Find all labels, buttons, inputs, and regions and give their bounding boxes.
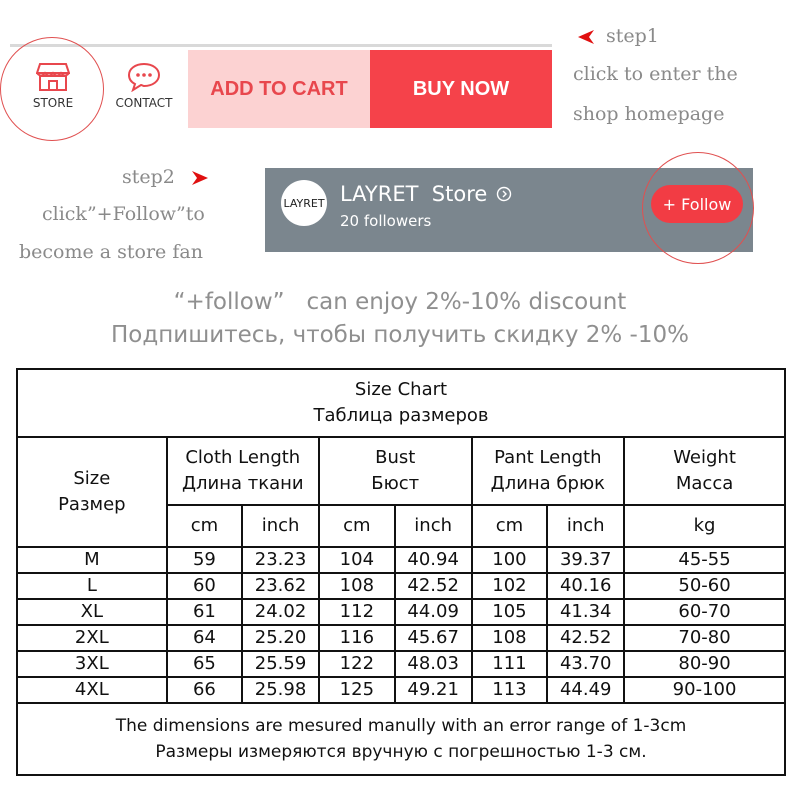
value-cell: 50-60 <box>624 573 785 599</box>
unit-header: kg <box>624 505 785 547</box>
step2-text-line2: become a store fan <box>19 241 203 263</box>
unit-header: cm <box>167 505 243 547</box>
contact-button[interactable] <box>100 50 188 128</box>
step1-label: step1 <box>606 25 659 47</box>
size-chart-table <box>16 368 786 776</box>
group-header-en: Bust <box>375 447 416 468</box>
promo-text-ru: Подпишитесь, чтобы получить скидку 2% -10% <box>111 322 689 348</box>
group-header-cloth-length <box>167 437 319 505</box>
group-header-ru: Масса <box>675 473 734 494</box>
value-cell: 122 <box>319 651 395 677</box>
add-to-cart-button[interactable]: ADD TO CART <box>188 50 370 128</box>
value-cell: 45.67 <box>395 625 472 651</box>
value-cell: 42.52 <box>547 625 624 651</box>
size-cell: 4XL <box>17 677 167 703</box>
size-cell: XL <box>17 599 167 625</box>
value-cell: 42.52 <box>395 573 472 599</box>
value-cell: 90-100 <box>624 677 785 703</box>
group-header-weight <box>624 437 785 505</box>
arrow-left-icon <box>576 28 596 51</box>
table-row <box>17 599 785 625</box>
chevron-right-circle-icon <box>496 183 512 207</box>
size-chart-title-en: Size Chart <box>354 379 448 400</box>
value-cell: 108 <box>319 573 395 599</box>
value-cell: 104 <box>319 547 395 573</box>
step1-text-line1: click to enter the <box>573 63 738 85</box>
value-cell: 59 <box>167 547 243 573</box>
step2-label: step2 <box>122 166 175 188</box>
unit-header: inch <box>242 505 319 547</box>
promo-text-en: “+follow” can enjoy 2%-10% discount <box>173 289 627 315</box>
value-cell: 48.03 <box>395 651 472 677</box>
value-cell: 108 <box>472 625 548 651</box>
group-header-en: Cloth Length <box>185 447 301 468</box>
highlight-circle-store <box>0 37 104 141</box>
value-cell: 66 <box>167 677 243 703</box>
size-header <box>17 437 167 547</box>
value-cell: 44.09 <box>395 599 472 625</box>
value-cell: 80-90 <box>624 651 785 677</box>
chat-bubble-icon <box>127 62 161 92</box>
size-header-en: Size <box>73 468 111 489</box>
unit-header: inch <box>395 505 472 547</box>
value-cell: 23.23 <box>242 547 319 573</box>
contact-label: CONTACT <box>115 96 173 110</box>
value-cell: 111 <box>472 651 548 677</box>
value-cell: 105 <box>472 599 548 625</box>
value-cell: 60 <box>167 573 243 599</box>
group-header-ru: Длина ткани <box>181 473 304 494</box>
size-chart-title-ru: Таблица размеров <box>313 405 489 426</box>
value-cell: 44.49 <box>547 677 624 703</box>
value-cell: 61 <box>167 599 243 625</box>
value-cell: 113 <box>472 677 548 703</box>
value-cell: 24.02 <box>242 599 319 625</box>
group-header-bust <box>319 437 472 505</box>
group-header-pant-length <box>472 437 625 505</box>
group-header-en: Weight <box>673 447 736 468</box>
group-header-ru: Бюст <box>371 473 420 494</box>
value-cell: 25.59 <box>242 651 319 677</box>
size-cell: M <box>17 547 167 573</box>
unit-header: cm <box>472 505 548 547</box>
table-row <box>17 625 785 651</box>
measurement-note-ru: Размеры измеряются вручную с погрешностью 1-3 см. <box>155 742 647 762</box>
step2-text-line1: click”+Follow”to <box>42 203 205 225</box>
unit-header: cm <box>319 505 395 547</box>
size-rows <box>17 547 785 703</box>
value-cell: 41.34 <box>547 599 624 625</box>
measurement-note <box>17 703 785 775</box>
size-chart-title <box>17 369 785 437</box>
value-cell: 102 <box>472 573 548 599</box>
value-cell: 49.21 <box>395 677 472 703</box>
highlight-circle-follow <box>642 152 754 264</box>
store-label: STORE <box>32 96 74 110</box>
size-cell: 3XL <box>17 651 167 677</box>
value-cell: 65 <box>167 651 243 677</box>
size-header-ru: Размер <box>58 494 126 515</box>
value-cell: 112 <box>319 599 395 625</box>
measurement-note-en: The dimensions are mesured manully with an error range of 1-3cm <box>115 716 687 736</box>
value-cell: 25.20 <box>242 625 319 651</box>
arrow-right-icon <box>190 169 210 192</box>
value-cell: 70-80 <box>624 625 785 651</box>
table-row <box>17 573 785 599</box>
value-cell: 64 <box>167 625 243 651</box>
value-cell: 39.37 <box>547 547 624 573</box>
value-cell: 45-55 <box>624 547 785 573</box>
table-row <box>17 677 785 703</box>
value-cell: 43.70 <box>547 651 624 677</box>
follow-button[interactable]: + Follow <box>651 185 743 223</box>
value-cell: 23.62 <box>242 573 319 599</box>
value-cell: 60-70 <box>624 599 785 625</box>
group-header-ru: Длина брюк <box>490 473 605 494</box>
store-name: LAYRET Store <box>340 182 488 206</box>
unit-header: inch <box>547 505 624 547</box>
followers-count: 20 followers <box>340 212 432 230</box>
table-row <box>17 651 785 677</box>
group-header-en: Pant Length <box>494 447 602 468</box>
value-cell: 100 <box>472 547 548 573</box>
table-row <box>17 547 785 573</box>
size-cell: L <box>17 573 167 599</box>
value-cell: 116 <box>319 625 395 651</box>
value-cell: 25.98 <box>242 677 319 703</box>
value-cell: 125 <box>319 677 395 703</box>
step1-text-line2: shop homepage <box>573 103 725 125</box>
store-name-link[interactable] <box>340 182 512 207</box>
top-divider <box>10 44 552 47</box>
value-cell: 40.94 <box>395 547 472 573</box>
store-logo[interactable]: LAYRET <box>281 180 327 226</box>
buy-now-button[interactable]: BUY NOW <box>370 50 552 128</box>
value-cell: 40.16 <box>547 573 624 599</box>
size-cell: 2XL <box>17 625 167 651</box>
